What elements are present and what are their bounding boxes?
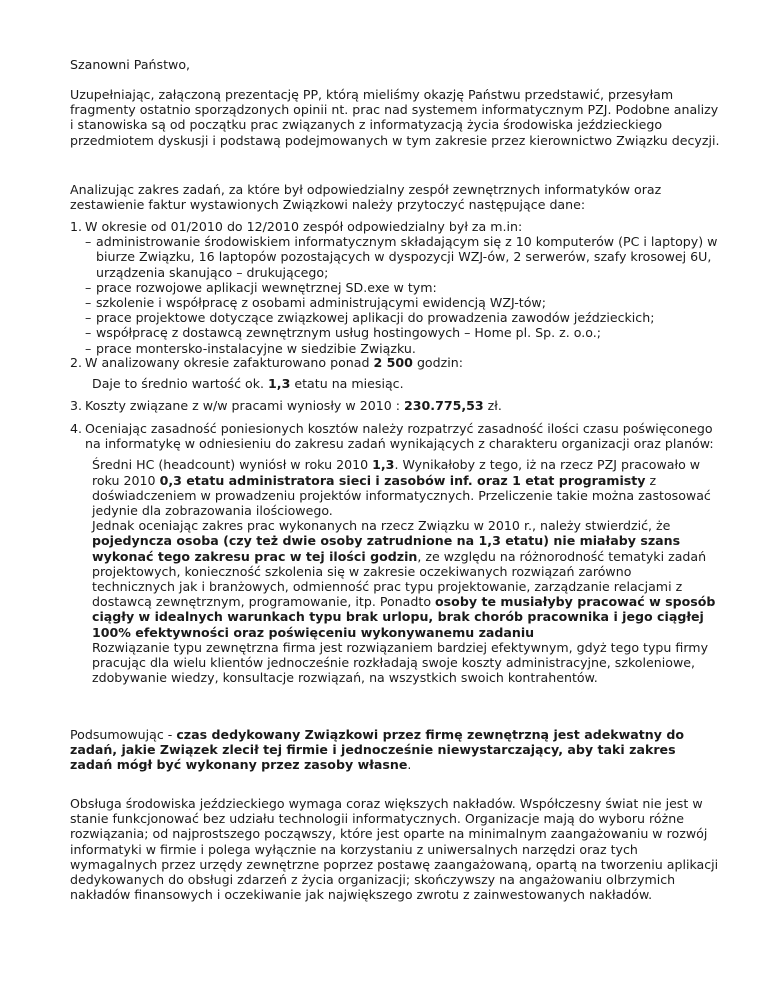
bullet-item: – prace rozwojowe aplikacji wewnętrznej SD.exe w tym: <box>85 279 437 295</box>
list-item-text: W analizowany okresie zafakturowano ponad 2 500 godzin: <box>85 355 463 370</box>
list-number: 2. <box>70 355 83 370</box>
list-item-2 <box>70 355 720 391</box>
list-item-4 <box>70 421 720 685</box>
list-number: 4. <box>70 421 83 436</box>
bullet-item: – współpracę z dostawcą zewnętrznym usług hostingowych – Home pl. Sp. z. o.o.; <box>85 325 601 341</box>
summary-paragraph: Podsumowując - czas dedykowany Związkowi przez firmę zewnętrzną jest adekwatny do zadań, jakie Związek zlecił tej firmie i jednocześnie niewystarczający, aby taki zakres zadań mógł być wykonany przez zasoby własne. <box>70 727 685 773</box>
analysis-lead: Analizując zakres zadań, za które był odpowiedzialny zespół zewnętrznych informatyków oraz zestawienie faktur wystawionych Związkowi należy przytoczyć następujące dane: <box>70 182 662 213</box>
scope-paragraph: Jednak oceniając zakres prac wykonanych na rzecz Związku w 2010 r., należy stwierdzić, że pojedyncza osoba (czy też dwie osoby zatrudnione na 1,3 etatu) nie miałaby szans wykonać tego zakresu prac w tej ilości godzin, ze względu na różnorodność tematyki zadań projektowych, konieczność szkolenia się w zakresie oczekiwanych rozwiązań zarówno technicznych jak i branżowych, odmienność prac typu projektowanie, zarządzanie relacjami z dostawcą zewnętrznym, programowanie, itp. Ponadto osoby te musiałyby pracować w sposób ciągły w idealnych warunkach typu brak urlopu, brak chorób pracownika i jego ciągłej 100% efektywności oraz poświęceniu wykonywanemu zadaniu <box>92 518 716 640</box>
list-item-subtext: Daje to średnio wartość ok. 1,3 etatu na miesiąc. <box>92 376 404 392</box>
greeting: Szanowni Państwo, <box>70 57 191 72</box>
bullet-item: – szkolenie i współpracę z osobami administrującymi ewidencją WZJ-tów; <box>85 295 546 311</box>
bullet-item: – prace montersko-instalacyjne w siedzibie Związku. <box>85 340 416 356</box>
intro-paragraph: Uzupełniając, załączoną prezentację PP, którą mieliśmy okazję Państwu przedstawić, przesyłam fragmenty ostatnio sporządzonych opinii nt. prac nad systemem informatycznym PZJ. Podobne analizy i stanowiska są od początku prac związanych z informatyzacją życia środowiska jeździeckiego przedmiotem dyskusji i podstawą podejmowanych w tym zakresie przez kierownictwo Związku decyzji. <box>70 87 720 148</box>
list-item-3 <box>70 398 720 413</box>
list-number: 1. <box>70 219 83 234</box>
list-item-text: W okresie od 01/2010 do 12/2010 zespół odpowiedzialny był za m.in: <box>85 219 523 234</box>
headcount-paragraph: Średni HC (headcount) wyniósł w roku 2010 1,3. Wynikałoby z tego, iż na rzecz PZJ pracowało w roku 2010 0,3 etatu administratora sieci i zasobów inf. oraz 1 etat programisty z doświadczeniem w prowadzeniu projektów informatycznych. Przeliczenie takie można zastosować jedynie dla zobrazowania ilościowego. <box>92 457 711 519</box>
list-number: 3. <box>70 398 83 413</box>
list-item-text: Koszty związane z w/w pracami wyniosły w 2010 : 230.775,53 zł. <box>85 398 502 413</box>
list-item-text: Oceniając zasadność poniesionych kosztów należy rozpatrzyć zasadność ilości czasu poświęconego na informatykę w odniesieniu do zakresu zadań wynikających z charakteru organizacji oraz planów: <box>85 421 714 452</box>
external-firm-paragraph: Rozwiązanie typu zewnętrzna firma jest rozwiązaniem bardziej efektywnym, gdyż tego typu firmy pracując dla wielu klientów jednocześnie rozkładają swoje koszty administracyjne, szkoleniowe, zdobywanie wiedzy, konsultacje rozwiązań, na wszystkich swoich kontrahentów. <box>92 639 709 686</box>
bullet-item: – administrowanie środowiskiem informatycznym składającym się z 10 komputerów (PC i laptopy) w biurze Związku, 16 laptopów pozostających w dyspozycji WZJ-ów, 2 serwerów, szafy krosowej 6U, urządzenia skanująco – drukującego; <box>85 234 718 280</box>
list-item-4-detail <box>92 457 716 685</box>
bullet-item: – prace projektowe dotyczące związkowej aplikacji do prowadzenia zawodów jeździeckich; <box>85 310 655 326</box>
closing-paragraph: Obsługa środowiska jeździeckiego wymaga coraz większych nakładów. Współczesny świat nie jest w stanie funkcjonować bez udziału technologii informatycznych. Organizacje mają do wyboru różne rozwiązania; od najprostszego począwszy, które jest oparte na minimalnym zaangażowaniu w rozwój informatyki w firmie i polega wyłącznie na korzystaniu z uniwersalnych narzędzi oraz tych wymagalnych przez urzędy zewnętrzne poprzez postawę zaangażowaną, opartą na tworzeniu aplikacji dedykowanych do obsługi zdarzeń z życia organizacji; skończywszy na angażowaniu olbrzymich nakładów finansowych i oczekiwanie jak największego zwrotu z zainwestowanych nakładów. <box>70 796 719 903</box>
list-item-1 <box>70 219 720 356</box>
